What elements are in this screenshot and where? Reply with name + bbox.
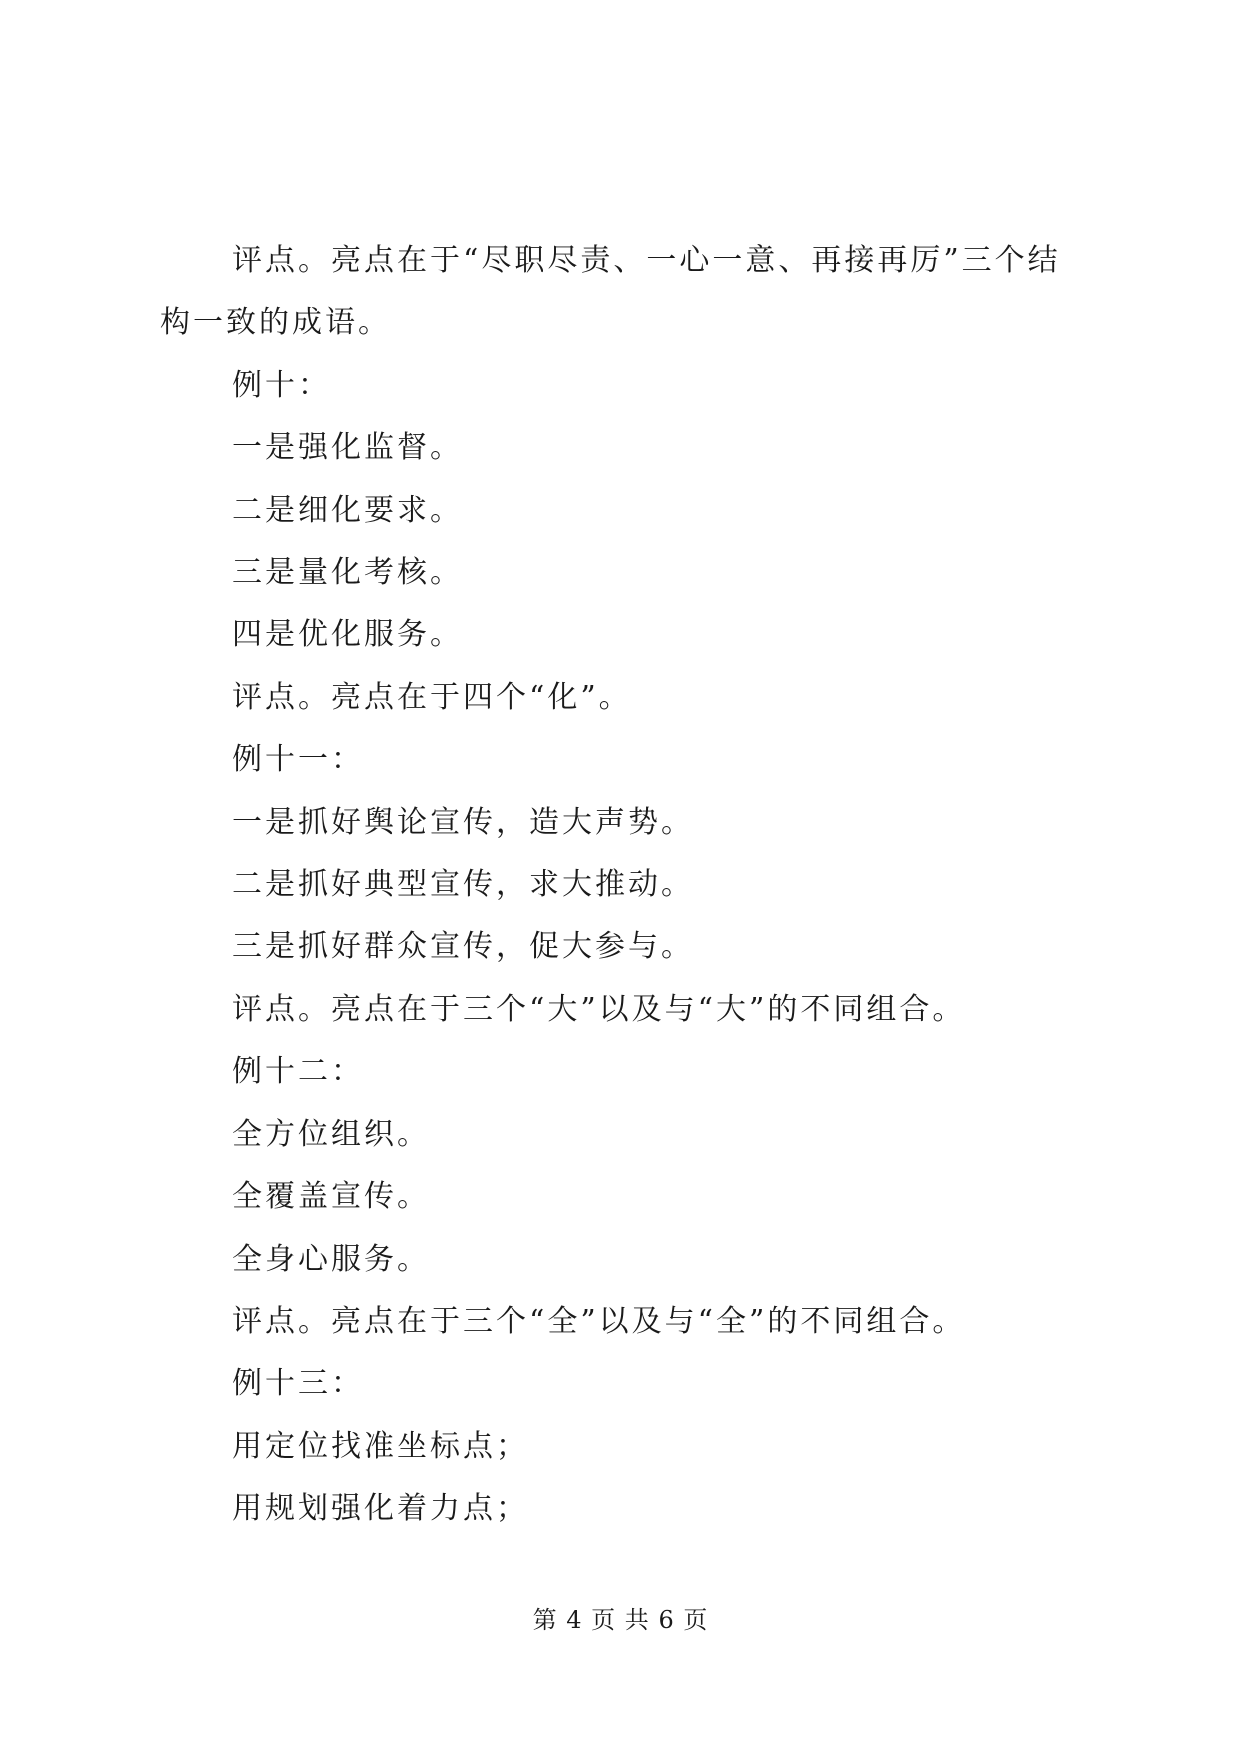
page-number-label: 第 4 页 共 6 页 (532, 1606, 709, 1634)
paragraph-18: 例十三： (232, 1366, 364, 1402)
paragraph-11: 三是抓好群众宣传，促大参与。 (232, 929, 694, 965)
paragraph-8: 例十一： (232, 742, 364, 778)
document-body (160, 230, 1085, 1541)
paragraph-5: 三是量化考核。 (232, 555, 463, 591)
paragraph-13: 例十二： (232, 1054, 364, 1090)
paragraph-10: 二是抓好典型宣传，求大推动。 (232, 867, 694, 903)
paragraph-2: 例十： (232, 367, 331, 403)
paragraph-3: 一是强化监督。 (232, 430, 463, 466)
paragraph-1: 评点。亮点在于“尽职尽责、一心一意、再接再厉”三个结构一致的成语。 (160, 243, 1061, 341)
paragraph-20: 用规划强化着力点； (232, 1491, 529, 1527)
page-footer (0, 1605, 1241, 1635)
paragraph-4: 二是细化要求。 (232, 492, 463, 528)
paragraph-17: 评点。亮点在于三个“全”以及与“全”的不同组合。 (232, 1303, 966, 1339)
paragraph-14: 全方位组织。 (232, 1116, 430, 1152)
paragraph-6: 四是优化服务。 (232, 617, 463, 653)
paragraph-19: 用定位找准坐标点； (232, 1428, 529, 1464)
paragraph-7: 评点。亮点在于四个“化”。 (232, 679, 632, 715)
paragraph-15: 全覆盖宣传。 (232, 1179, 430, 1215)
paragraph-16: 全身心服务。 (232, 1241, 430, 1277)
paragraph-9: 一是抓好舆论宣传，造大声势。 (232, 804, 694, 840)
paragraph-12: 评点。亮点在于三个“大”以及与“大”的不同组合。 (232, 991, 966, 1027)
